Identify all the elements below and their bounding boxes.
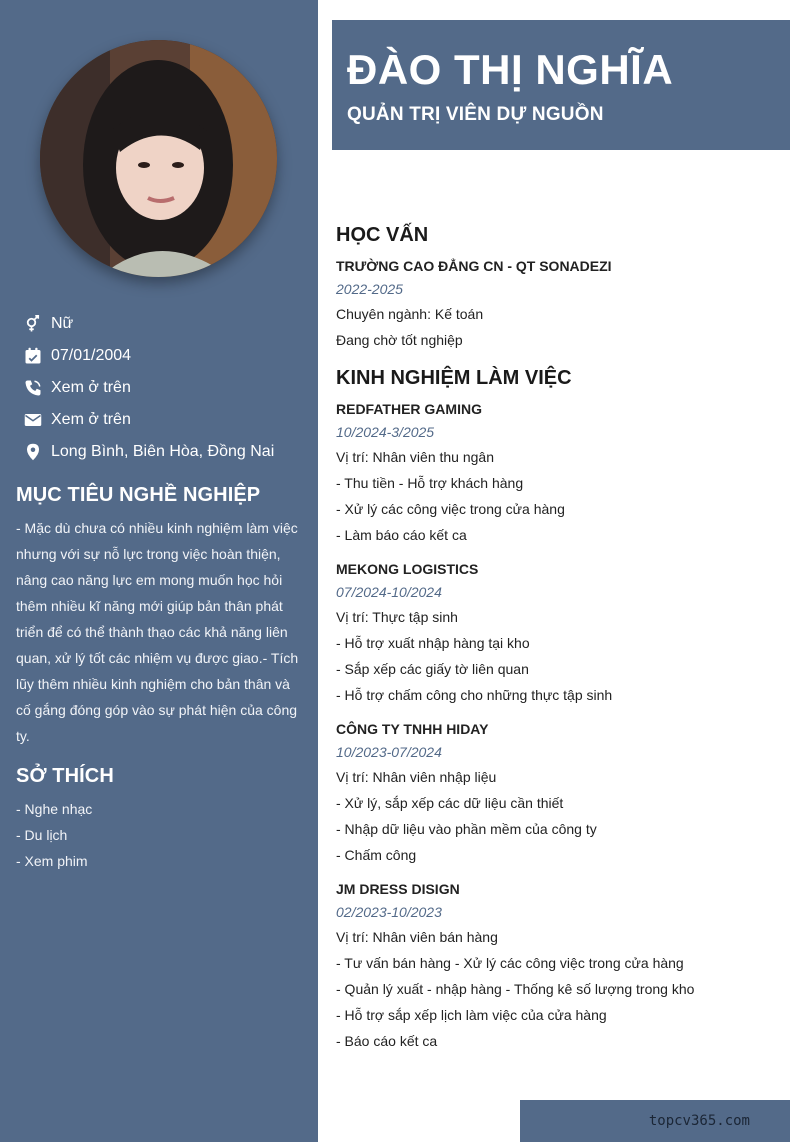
job-line: - Chấm công (336, 847, 417, 863)
contact-list (24, 308, 314, 468)
sidebar (0, 0, 318, 1142)
job-period: 02/2023-10/2023 (336, 904, 442, 920)
job-entry (336, 878, 776, 1054)
job-entry (336, 398, 776, 548)
school-name: TRƯỜNG CAO ĐẲNG CN - QT SONADEZI (336, 258, 612, 274)
job-line: - Hỗ trợ xuất nhập hàng tại kho (336, 635, 530, 651)
job-period: 10/2023-07/2024 (336, 744, 442, 760)
education-period: 2022-2025 (336, 281, 403, 297)
birthday-text: 07/01/2004 (51, 347, 132, 364)
education-title: HỌC VẤN (336, 224, 429, 246)
company-name: MEKONG LOGISTICS (336, 561, 479, 577)
job-line: - Xử lý, sắp xếp các dữ liệu cần thiết (336, 795, 564, 811)
job-entry (336, 718, 776, 868)
footer-watermark (520, 1100, 790, 1142)
hobby-item: - Xem phim (16, 853, 88, 869)
contact-birthday (24, 340, 314, 372)
objective-text: - Mặc dù chưa có nhiều kinh nghiệm làm việc nhưng với sự nỗ lực trong việc hoàn thiện, nâng cao năng lực em mong muốn học hỏi thêm nhiều kĩ năng mới giúp bản thân phát triển để có thể thành thạo các khả năng liên quan, xử lý tốt các nhiệm vụ được giao.- Tích lũy thêm nhiều kinh nghiệm cho bản thân và cố gắng đóng góp vào sự phát hiện của công ty. (16, 520, 299, 744)
candidate-name: ĐÀO THỊ NGHĨA (347, 46, 674, 93)
job-line: Vị trí: Nhân viên thu ngân (336, 449, 494, 465)
company-name: CÔNG TY TNHH HIDAY (336, 721, 489, 737)
email-icon (24, 411, 42, 429)
main-content (336, 224, 776, 1064)
calendar-icon (24, 347, 42, 365)
header-banner (332, 20, 790, 150)
education-section (336, 224, 776, 353)
phone-text: Xem ở trên (51, 379, 131, 396)
job-line: - Tư vấn bán hàng - Xử lý các công việc trong cửa hàng (336, 955, 684, 971)
job-entry (336, 558, 776, 708)
company-name: REDFATHER GAMING (336, 401, 482, 417)
hobbies-section (16, 765, 304, 874)
objective-title: MỤC TIÊU NGHỀ NGHIỆP (16, 484, 261, 506)
phone-icon (24, 379, 42, 397)
contact-phone (24, 372, 314, 404)
job-line: - Hỗ trợ chấm công cho những thực tập sinh (336, 687, 613, 703)
objective-section (16, 484, 304, 749)
email-text: Xem ở trên (51, 411, 131, 428)
footer-text: topcv365.com (648, 1113, 750, 1129)
address-text: Long Bình, Biên Hòa, Đồng Nai (51, 443, 275, 460)
avatar-photo (40, 40, 277, 277)
gender-text: Nữ (51, 315, 74, 332)
job-line: - Xử lý các công việc trong cửa hàng (336, 501, 565, 517)
gender-icon (24, 315, 42, 333)
job-line: - Báo cáo kết ca (336, 1033, 438, 1049)
job-line: - Làm báo cáo kết ca (336, 527, 467, 543)
hobby-item: - Du lịch (16, 827, 68, 843)
avatar (40, 40, 277, 277)
hobby-item: - Nghe nhạc (16, 801, 93, 817)
hobbies-title: SỞ THÍCH (16, 765, 114, 787)
job-line: - Nhập dữ liệu vào phần mềm của công ty (336, 821, 597, 837)
experience-title: KINH NGHIỆM LÀM VIỆC (336, 367, 572, 389)
job-line: Vị trí: Thực tập sinh (336, 609, 458, 625)
contact-gender (24, 308, 314, 340)
contact-address (24, 436, 314, 468)
contact-email (24, 404, 314, 436)
job-line: - Thu tiền - Hỗ trợ khách hàng (336, 475, 524, 491)
job-line: - Hỗ trợ sắp xếp lịch làm việc của cửa hàng (336, 1007, 607, 1023)
company-name: JM DRESS DISIGN (336, 881, 460, 897)
education-line: Đang chờ tốt nghiệp (336, 332, 463, 348)
job-period: 10/2024-3/2025 (336, 424, 435, 440)
job-title: QUẢN TRỊ VIÊN DỰ NGUỒN (347, 104, 604, 125)
job-line: - Quản lý xuất - nhập hàng - Thống kê số lượng trong kho (336, 981, 695, 997)
job-period: 07/2024-10/2024 (336, 584, 442, 600)
experience-section (336, 367, 776, 1054)
location-icon (24, 443, 42, 461)
education-line: Chuyên ngành: Kế toán (336, 306, 484, 322)
job-line: Vị trí: Nhân viên bán hàng (336, 929, 498, 945)
job-line: - Sắp xếp các giấy tờ liên quan (336, 661, 529, 677)
job-line: Vị trí: Nhân viên nhập liệu (336, 769, 497, 785)
